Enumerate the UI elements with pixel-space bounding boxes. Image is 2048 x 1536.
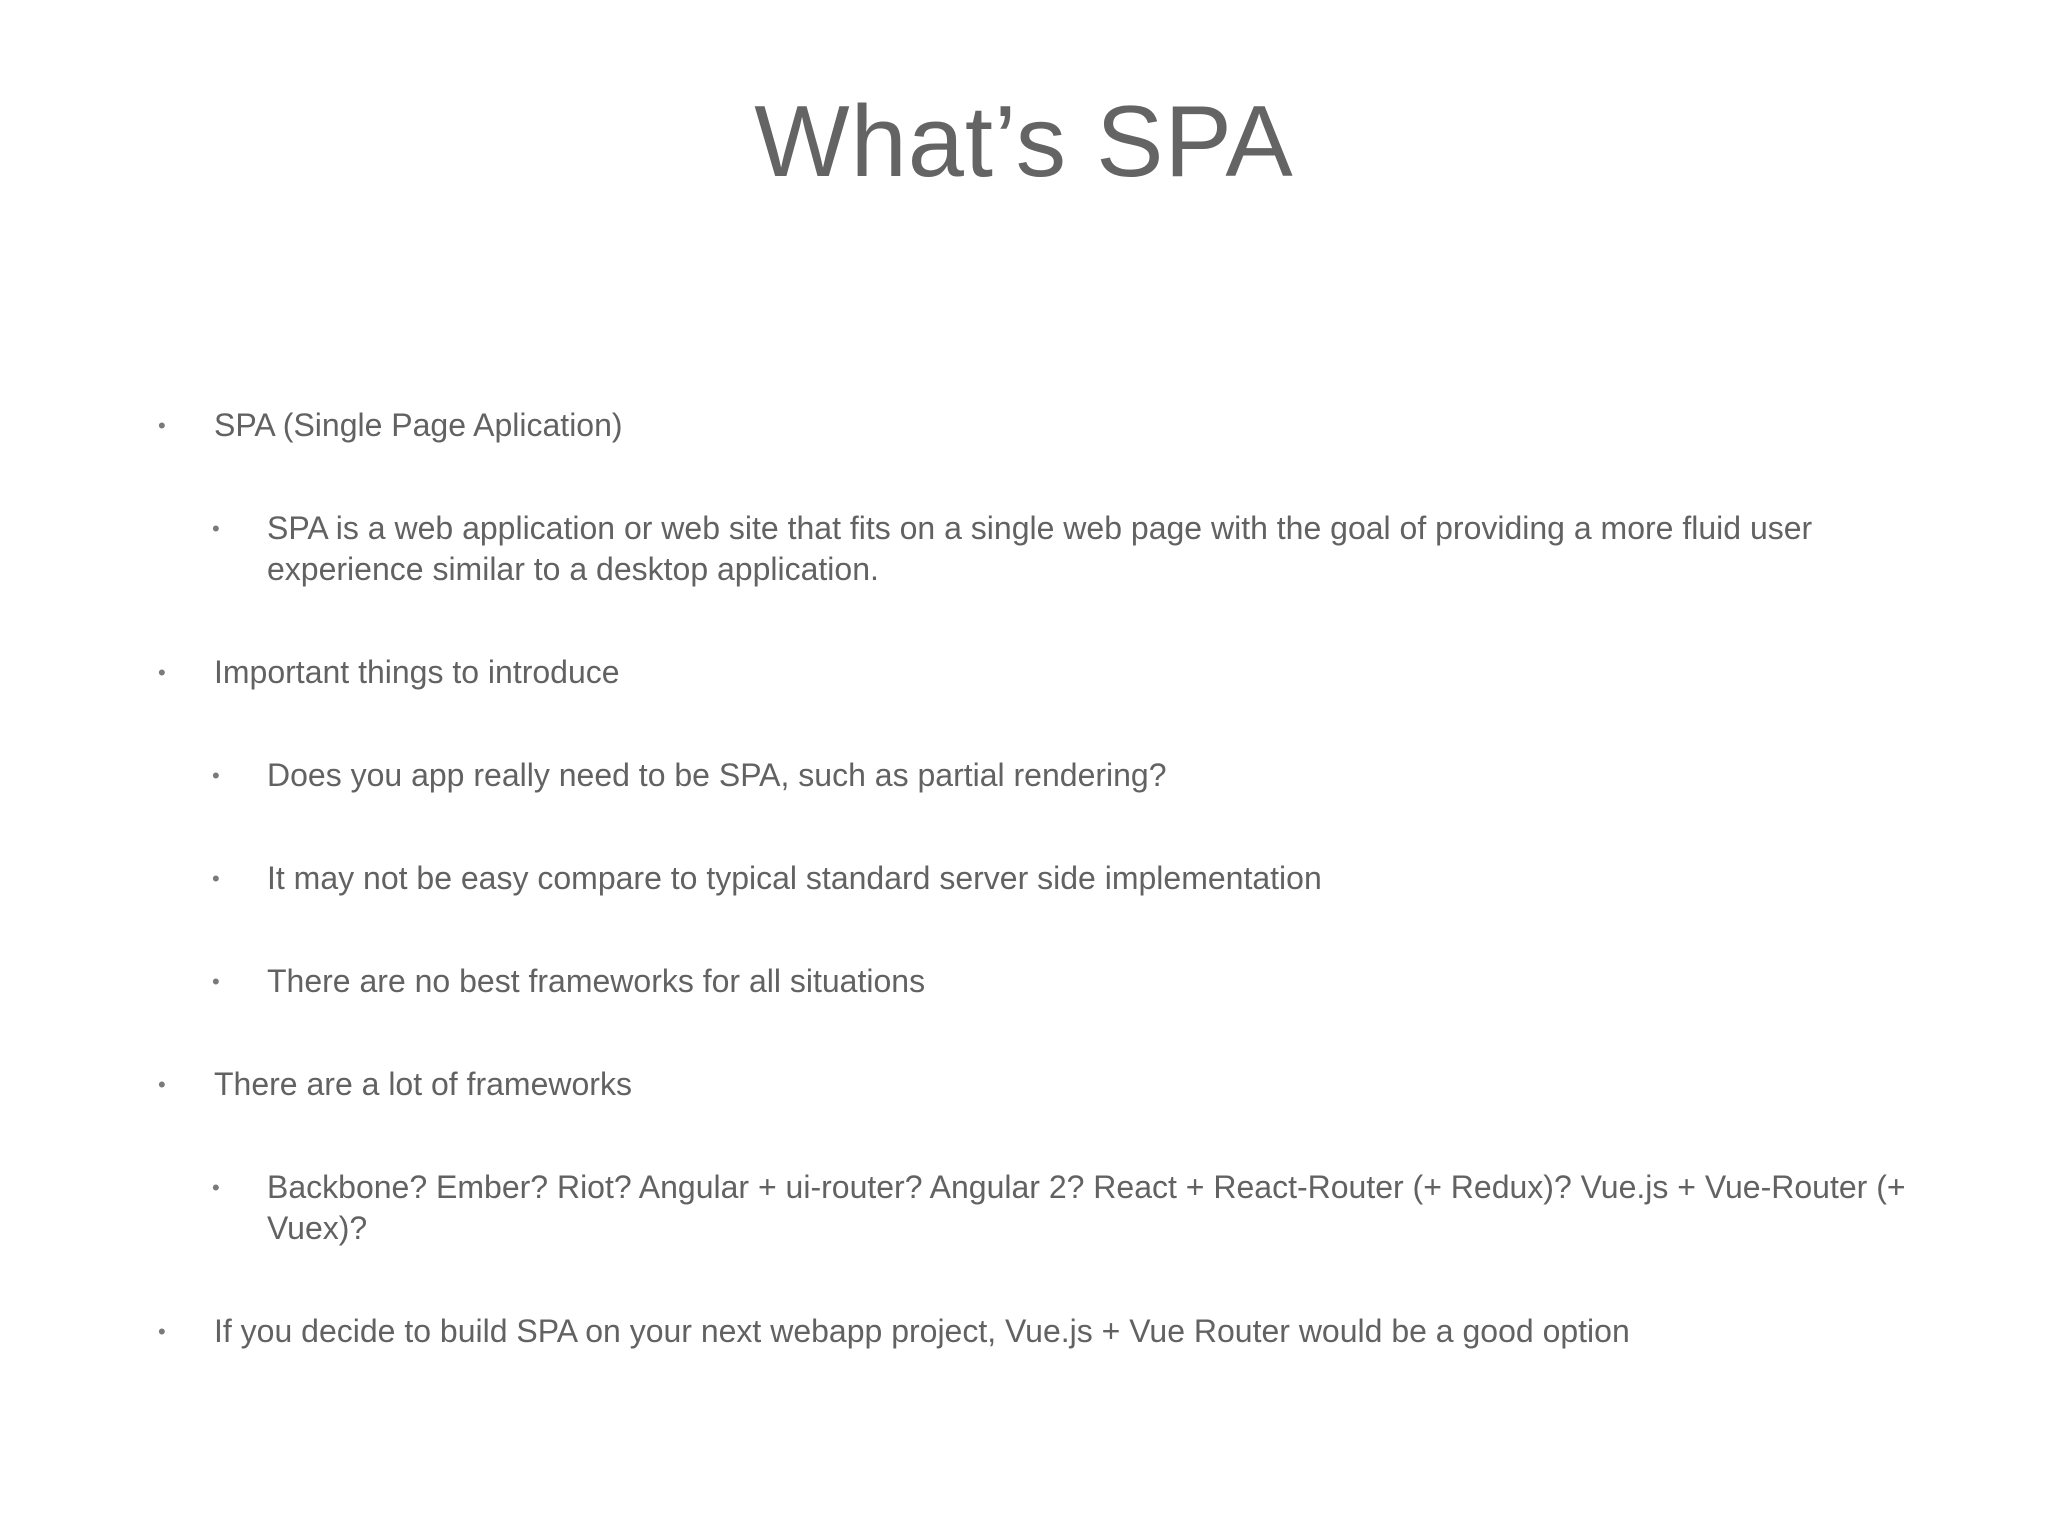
bullet-item [158, 652, 1894, 693]
bullet-icon: • [158, 413, 166, 438]
bullet-item [158, 405, 1894, 446]
bullet-text: Important things to introduce [214, 654, 620, 690]
bullet-icon: • [212, 516, 220, 541]
bullet-text: It may not be easy compare to typical standard server side implementation [267, 860, 1322, 896]
bullet-icon: • [158, 1072, 166, 1097]
bullet-icon: • [212, 1175, 220, 1200]
bullet-text: If you decide to build SPA on your next webapp project, Vue.js + Vue Router would be a good option [214, 1313, 1630, 1349]
bullet-item [158, 1311, 1894, 1352]
bullet-text: SPA is a web application or web site that fits on a single web page with the goal of providing a more fluid user experience similar to a desktop application. [267, 510, 1813, 587]
bullet-icon: • [158, 1319, 166, 1344]
bullet-text: There are a lot of frameworks [214, 1066, 632, 1102]
slide-title: What’s SPA [754, 86, 1294, 198]
sub-bullet-item [212, 858, 1907, 899]
sub-bullet-item [212, 1167, 1907, 1249]
bullet-text: SPA (Single Page Aplication) [214, 407, 623, 443]
sub-bullet-item [212, 755, 1907, 796]
bullet-text: Does you app really need to be SPA, such as partial rendering? [267, 757, 1167, 793]
bullet-icon: • [212, 763, 220, 788]
bullet-text: Backbone? Ember? Riot? Angular + ui-router? Angular 2? React + React-Router (+ Redux)? Vue.js + Vue-Router (+ Vuex)? [267, 1169, 1906, 1246]
bullet-text: There are no best frameworks for all situations [267, 963, 926, 999]
bullet-icon: • [212, 866, 220, 891]
bullet-icon: • [212, 969, 220, 994]
sub-bullet-item [212, 508, 1907, 590]
bullet-icon: • [158, 660, 166, 685]
bullet-item [158, 1064, 1894, 1105]
sub-bullet-item [212, 961, 1907, 1002]
